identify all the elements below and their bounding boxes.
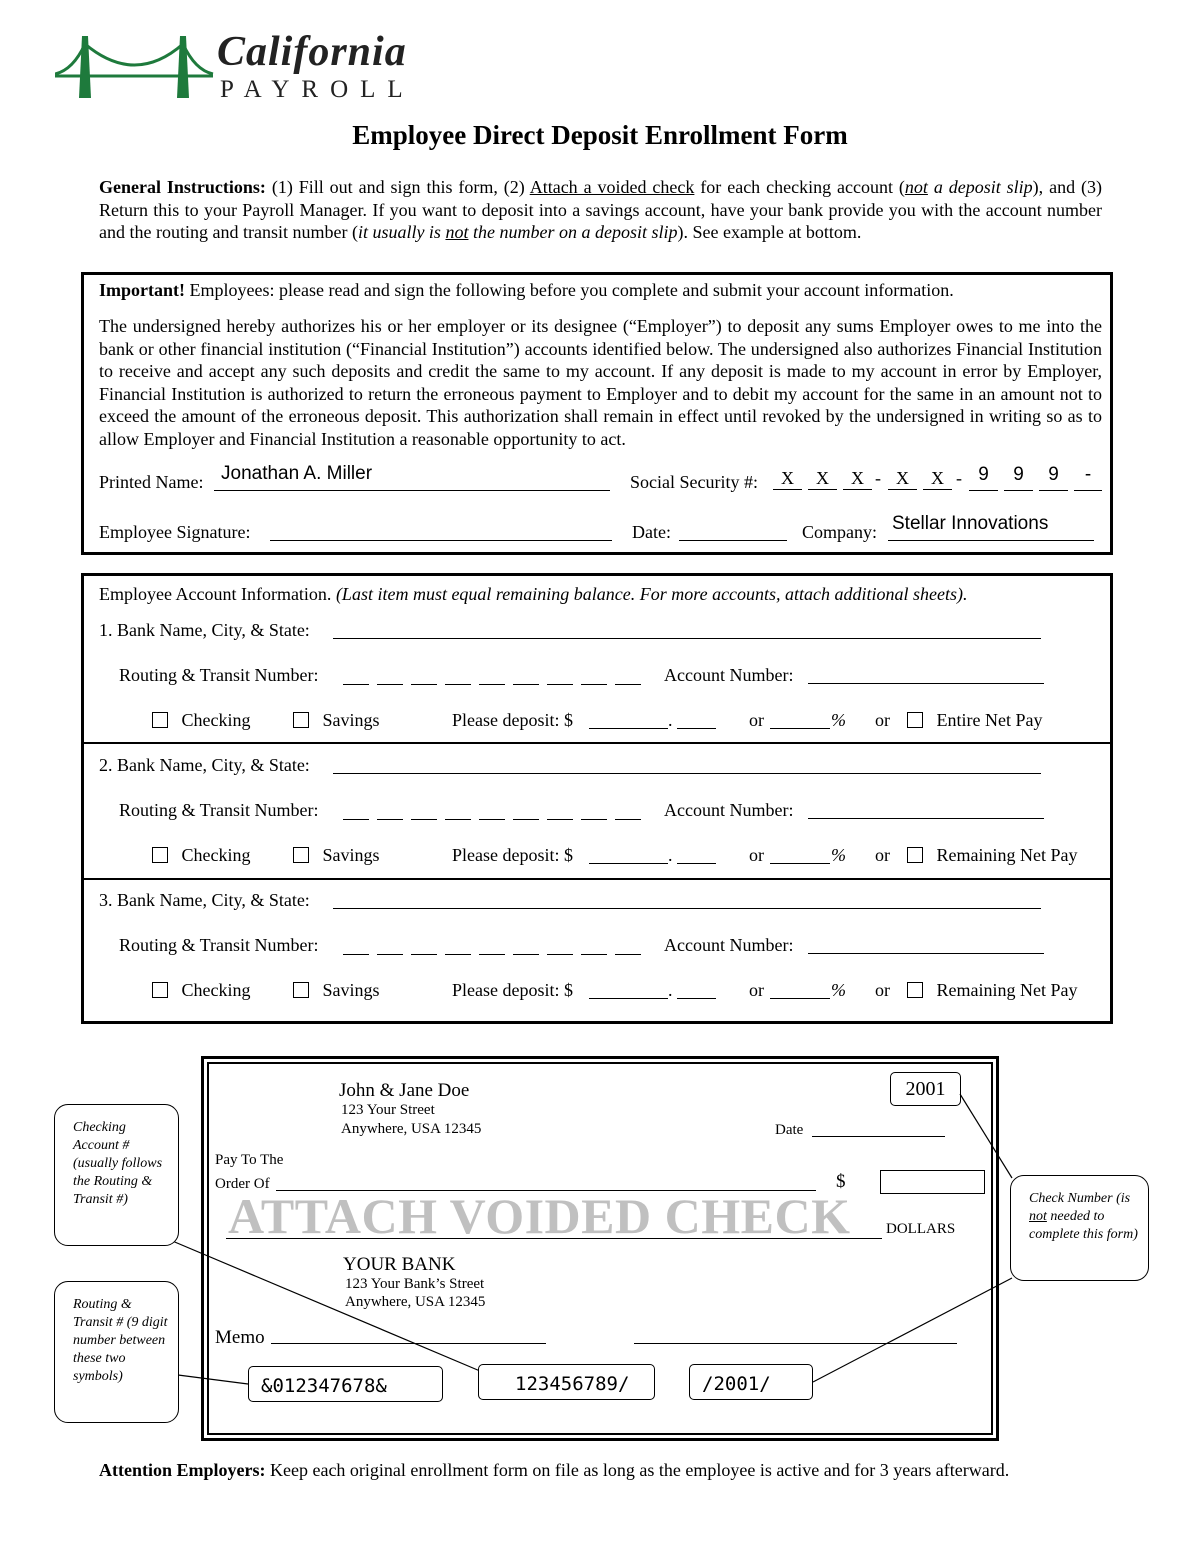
decimal-point: . bbox=[668, 980, 673, 1000]
decimal-point: . bbox=[668, 845, 673, 865]
routing-label: Routing & Transit Number: bbox=[119, 800, 319, 820]
check-owner-city: Anywhere, USA 12345 bbox=[341, 1121, 482, 1137]
ssn-digit: 9 bbox=[1039, 464, 1068, 491]
ssn-separator: - bbox=[875, 468, 881, 488]
micr-account-number: 123456789/ bbox=[478, 1364, 655, 1400]
instructions-text: a deposit slip bbox=[927, 177, 1033, 197]
employer-notice-text: Keep each original enrollment form on file as long as the employee is active and for 3 years afterward. bbox=[265, 1460, 1010, 1480]
printed-name-label: Printed Name: bbox=[99, 472, 204, 492]
check-number: 2001 bbox=[890, 1072, 961, 1106]
ssn-separator: - bbox=[956, 468, 962, 488]
checking-label: Checking bbox=[181, 980, 251, 1000]
percent-sign: % bbox=[831, 710, 846, 730]
important-label: Important! bbox=[99, 280, 185, 300]
instructions-text: the number on a deposit slip bbox=[468, 222, 678, 242]
pay-to-label: Pay To The bbox=[215, 1152, 284, 1168]
callout-text: Check Number (is bbox=[1029, 1191, 1131, 1206]
or-label: or bbox=[749, 980, 764, 1000]
callout-routing-number: Routing & Transit # (9 digit number between these two symbols) bbox=[54, 1281, 179, 1423]
savings-label: Savings bbox=[322, 710, 380, 730]
ssn-digit: 9 bbox=[1004, 464, 1033, 491]
callout-checking-account: Checking Account # (usually follows the Routing & Transit #) bbox=[54, 1104, 179, 1246]
employer-notice-heading: Attention Employers: bbox=[99, 1460, 266, 1480]
check-owner-street: 123 Your Street bbox=[341, 1102, 435, 1118]
net-pay-label: Remaining Net Pay bbox=[936, 980, 1078, 1000]
routing-label: Routing & Transit Number: bbox=[119, 665, 319, 685]
bank-name-label: 3. Bank Name, City, & State: bbox=[99, 890, 310, 910]
company-label: Company: bbox=[802, 522, 877, 542]
date-label: Date: bbox=[632, 522, 671, 542]
or-label: or bbox=[875, 845, 890, 865]
account-info-title: Employee Account Information. bbox=[99, 584, 336, 604]
or-label: or bbox=[875, 710, 890, 730]
instructions-text: ), and (3) Return this to your Payroll Manager. If you want to deposit into a savings account, have your bank provide you with the account number and the routing and transit number ( bbox=[99, 177, 1102, 242]
instructions-text: ). See example at bottom. bbox=[677, 222, 862, 242]
checking-label: Checking bbox=[181, 710, 251, 730]
page-title: Employee Direct Deposit Enrollment Form bbox=[352, 120, 848, 150]
savings-label: Savings bbox=[322, 980, 380, 1000]
memo-label: Memo bbox=[215, 1327, 265, 1348]
bank-city: Anywhere, USA 12345 bbox=[345, 1294, 486, 1310]
ssn-digit: X bbox=[808, 468, 837, 490]
ssn-digit: X bbox=[923, 468, 952, 490]
instructions-text: it usually is bbox=[357, 222, 446, 242]
micr-routing-number: &012347678& bbox=[248, 1366, 443, 1402]
emphasis-not: not bbox=[445, 222, 469, 242]
ssn-digit: X bbox=[888, 468, 917, 490]
account-info-note: (Last item must equal remaining balance. For more accounts, attach additional sheets). bbox=[335, 584, 968, 604]
authorization-text: The undersigned hereby authorizes his or her employer or its designee (“Employer”) to deposit any sums Employer owes to me into the bank or other financial institution (“Financial Institution”) accounts identified below. The undersigned also authorizes Financial Institution to receive and accept any such deposits and credit the same to my account. If any deposit is made to my account in error by Employer, Financial Institution is authorized to return the erroneous payment to Employer and to debit my account for the same in an amount not to exceed the amount of the erroneous deposit. This authorization shall remain in effect until revoked by the undersigned in writing so as to allow Employer and Financial Institution a reasonable opportunity to act. bbox=[99, 316, 1102, 449]
account-number-label: Account Number: bbox=[664, 935, 794, 955]
percent-sign: % bbox=[831, 980, 846, 1000]
account-number-label: Account Number: bbox=[664, 800, 794, 820]
micr-check-number: /2001/ bbox=[689, 1364, 813, 1400]
ssn-digit: - bbox=[1074, 464, 1102, 491]
decimal-point: . bbox=[668, 710, 673, 730]
check-date-label: Date bbox=[775, 1122, 804, 1138]
emphasis-not: not bbox=[904, 177, 928, 197]
bank-name: YOUR BANK bbox=[343, 1254, 456, 1275]
important-text: Employees: please read and sign the following before you complete and submit your account information. bbox=[185, 280, 954, 300]
signature-label: Employee Signature: bbox=[99, 522, 251, 542]
dollar-sign: $ bbox=[836, 1171, 846, 1192]
net-pay-label: Entire Net Pay bbox=[936, 710, 1043, 730]
void-watermark: ATTACH VOIDED CHECK bbox=[228, 1188, 851, 1244]
ssn-label: Social Security #: bbox=[630, 472, 758, 492]
instructions-heading: General Instructions: bbox=[99, 177, 266, 197]
ssn-digit: X bbox=[773, 468, 802, 490]
instructions-text: for each checking account ( bbox=[694, 177, 905, 197]
company-field[interactable]: Stellar Innovations bbox=[892, 513, 1049, 534]
or-label: or bbox=[749, 710, 764, 730]
percent-sign: % bbox=[831, 845, 846, 865]
deposit-label: Please deposit: $ bbox=[452, 710, 573, 730]
bank-name-label: 2. Bank Name, City, & State: bbox=[99, 755, 310, 775]
order-of-label: Order Of bbox=[215, 1176, 270, 1192]
dollars-label: DOLLARS bbox=[886, 1221, 956, 1237]
printed-name-field[interactable]: Jonathan A. Miller bbox=[221, 463, 373, 484]
bank-name-label: 1. Bank Name, City, & State: bbox=[99, 620, 310, 640]
callout-text: needed to complete this form) bbox=[1029, 1209, 1138, 1242]
checking-label: Checking bbox=[181, 845, 251, 865]
ssn-digit: 9 bbox=[969, 464, 998, 491]
ssn-digit: X bbox=[843, 468, 872, 490]
routing-label: Routing & Transit Number: bbox=[119, 935, 319, 955]
logo-payroll: PAYROLL bbox=[220, 76, 415, 103]
account-number-label: Account Number: bbox=[664, 665, 794, 685]
bank-street: 123 Your Bank’s Street bbox=[345, 1276, 485, 1292]
or-label: or bbox=[749, 845, 764, 865]
logo-california: California bbox=[217, 29, 407, 75]
instructions-text: (1) Fill out and sign this form, (2) bbox=[265, 177, 530, 197]
callout-check-number bbox=[1010, 1175, 1149, 1281]
deposit-label: Please deposit: $ bbox=[452, 845, 573, 865]
or-label: or bbox=[875, 980, 890, 1000]
net-pay-label: Remaining Net Pay bbox=[936, 845, 1078, 865]
savings-label: Savings bbox=[322, 845, 380, 865]
callout-not: not bbox=[1029, 1209, 1047, 1224]
attach-check-text: Attach a voided check bbox=[529, 177, 695, 197]
employer-notice bbox=[99, 1460, 1009, 1481]
check-owner: John & Jane Doe bbox=[339, 1080, 470, 1101]
deposit-label: Please deposit: $ bbox=[452, 980, 573, 1000]
